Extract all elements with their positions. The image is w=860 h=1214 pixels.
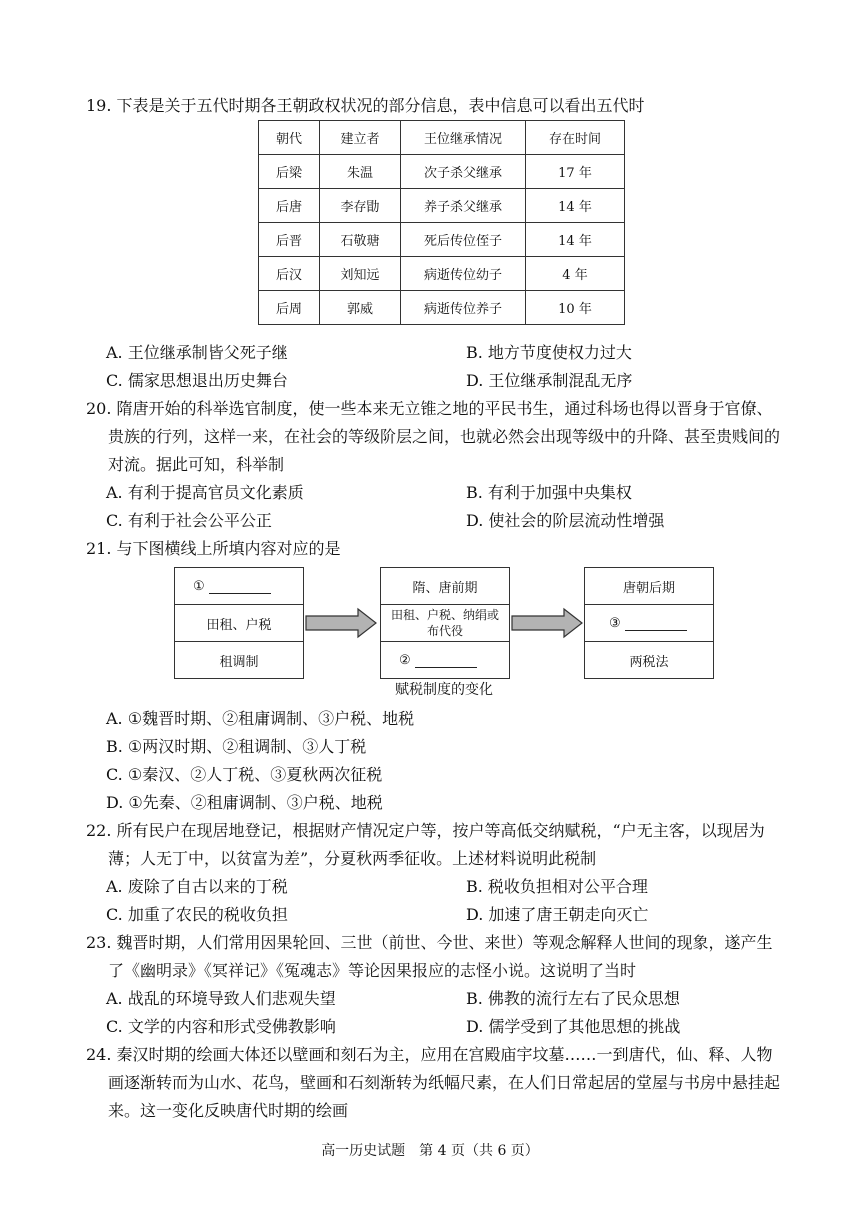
fill-blank [625, 616, 687, 631]
tax-system-diagram [174, 567, 714, 703]
option-b[interactable]: B. 地方节度使权力过大 [466, 343, 632, 362]
diagram-box-right [584, 567, 714, 679]
table-cell: 朱温 [320, 155, 401, 189]
question-22 [86, 817, 786, 929]
diagram-cell: 租调制 [219, 654, 259, 670]
question-19-options [86, 339, 786, 395]
question-19-text: 19. 下表是关于五代时期各王朝政权状况的部分信息，表中信息可以看出五代时 [86, 96, 645, 115]
table-header-row [259, 121, 625, 155]
diagram-cell: 田租、户税、纳绢或布代役 [381, 605, 509, 642]
diagram-cell: 隋、唐前期 [381, 568, 509, 605]
dynasty-table [258, 120, 625, 325]
option-d[interactable]: D. ①先秦、②租庸调制、③户税、地税 [106, 793, 383, 812]
diagram-cell: 唐朝后期 [585, 568, 713, 605]
option-b[interactable]: B. 有利于加强中央集权 [466, 483, 632, 502]
table-cell: 10 年 [526, 291, 625, 325]
page-footer: 高一历史试题 第 4 页（共 6 页） [321, 1143, 539, 1159]
table-cell: 死后传位侄子 [401, 223, 526, 257]
question-21 [86, 535, 786, 563]
table-header: 存在时间 [526, 121, 625, 155]
option-c[interactable]: C. 有利于社会公平公正 [106, 511, 272, 530]
table-row [259, 223, 625, 257]
option-a[interactable]: A. ①魏晋时期、②租庸调制、③户税、地税 [106, 709, 415, 728]
table-cell: 养子杀父继承 [401, 189, 526, 223]
right-arrow-icon [304, 607, 378, 639]
table-row [259, 189, 625, 223]
table-cell: 后汉 [259, 257, 320, 291]
diagram-cell: 田租、户税 [175, 605, 303, 642]
table-cell: 14 年 [526, 189, 625, 223]
diagram-caption: 赋税制度的变化 [395, 682, 493, 698]
diagram-box-left [174, 567, 304, 679]
table-header: 建立者 [320, 121, 401, 155]
table-row [259, 291, 625, 325]
table-header: 朝代 [259, 121, 320, 155]
table-cell: 李存勖 [320, 189, 401, 223]
question-23-text: 23. 魏晋时期，人们常用因果轮回、三世（前世、今世、来世）等观念解释人世间的现象，遂产生了《幽明录》《冥祥记》《冤魂志》等论因果报应的志怪小说。这说明了当时 [86, 933, 773, 980]
fill-blank [415, 653, 477, 668]
question-20 [86, 395, 786, 535]
table-row [259, 155, 625, 189]
option-c[interactable]: C. 加重了农民的税收负担 [106, 905, 288, 924]
option-d[interactable]: D. 儒学受到了其他思想的挑战 [466, 1017, 681, 1036]
question-22-text: 22. 所有民户在现居地登记，根据财产情况定户等，按户等高低交纳赋税，“户无主客，以现居为薄；人无丁中，以贫富为差”，分夏秋两季征收。上述材料说明此税制 [86, 821, 765, 868]
option-a[interactable]: A. 废除了自古以来的丁税 [106, 877, 288, 896]
diagram-cell: ① [175, 568, 303, 605]
diagram-cell: ② [381, 642, 509, 678]
table-cell: 病逝传位养子 [401, 291, 526, 325]
table-cell: 次子杀父继承 [401, 155, 526, 189]
option-d[interactable]: D. 加速了唐王朝走向灭亡 [466, 905, 649, 924]
option-a[interactable]: A. 有利于提高官员文化素质 [106, 483, 304, 502]
question-24 [86, 1041, 786, 1125]
question-19 [86, 92, 786, 120]
question-24-text: 24. 秦汉时期的绘画大体还以壁画和刻石为主，应用在宫殿庙宇坟墓……一到唐代，仙、释、人物画逐渐转而为山水、花鸟，壁画和石刻渐转为纸幅尺素，在人们日常起居的堂屋与书房中悬挂起来。这一变化反映唐代时期的绘画 [86, 1045, 781, 1120]
question-21-text: 21. 与下图横线上所填内容对应的是 [86, 539, 341, 558]
table-cell: 后梁 [259, 155, 320, 189]
option-c[interactable]: C. 儒家思想退出历史舞台 [106, 371, 288, 390]
question-21-options [86, 705, 786, 817]
option-b[interactable]: B. 税收负担相对公平合理 [466, 877, 648, 896]
option-a[interactable]: A. 王位继承制皆父死子继 [106, 343, 288, 362]
option-d[interactable]: D. 王位继承制混乱无序 [466, 371, 633, 390]
table-cell: 14 年 [526, 223, 625, 257]
option-c[interactable]: C. ①秦汉、②人丁税、③夏秋两次征税 [106, 765, 383, 784]
diagram-cell: 两税法 [629, 654, 669, 670]
question-20-text: 20. 隋唐开始的科举选官制度，使一些本来无立锥之地的平民书生，通过科场也得以晋身于官僚、贵族的行列，这样一来，在社会的等级阶层之间，也就必然会出现等级中的升降、甚至贵贱间的对流。据此可知，科举制 [86, 399, 781, 474]
right-arrow-icon [510, 607, 584, 639]
table-cell: 17 年 [526, 155, 625, 189]
table-cell: 后周 [259, 291, 320, 325]
option-b[interactable]: B. ①两汉时期、②租调制、③人丁税 [106, 737, 367, 756]
table-cell: 石敬瑭 [320, 223, 401, 257]
table-cell: 郭威 [320, 291, 401, 325]
fill-blank [209, 579, 271, 594]
table-cell: 4 年 [526, 257, 625, 291]
table-row [259, 257, 625, 291]
table-cell: 刘知远 [320, 257, 401, 291]
diagram-box-middle [380, 567, 510, 679]
table-header: 王位继承情况 [401, 121, 526, 155]
option-a[interactable]: A. 战乱的环境导致人们悲观失望 [106, 989, 336, 1008]
table-cell: 后唐 [259, 189, 320, 223]
table-cell: 病逝传位幼子 [401, 257, 526, 291]
option-c[interactable]: C. 文学的内容和形式受佛教影响 [106, 1017, 336, 1036]
option-d[interactable]: D. 使社会的阶层流动性增强 [466, 511, 665, 530]
diagram-cell: ③ [585, 605, 713, 642]
question-23 [86, 929, 786, 1041]
table-cell: 后晋 [259, 223, 320, 257]
option-b[interactable]: B. 佛教的流行左右了民众思想 [466, 989, 680, 1008]
